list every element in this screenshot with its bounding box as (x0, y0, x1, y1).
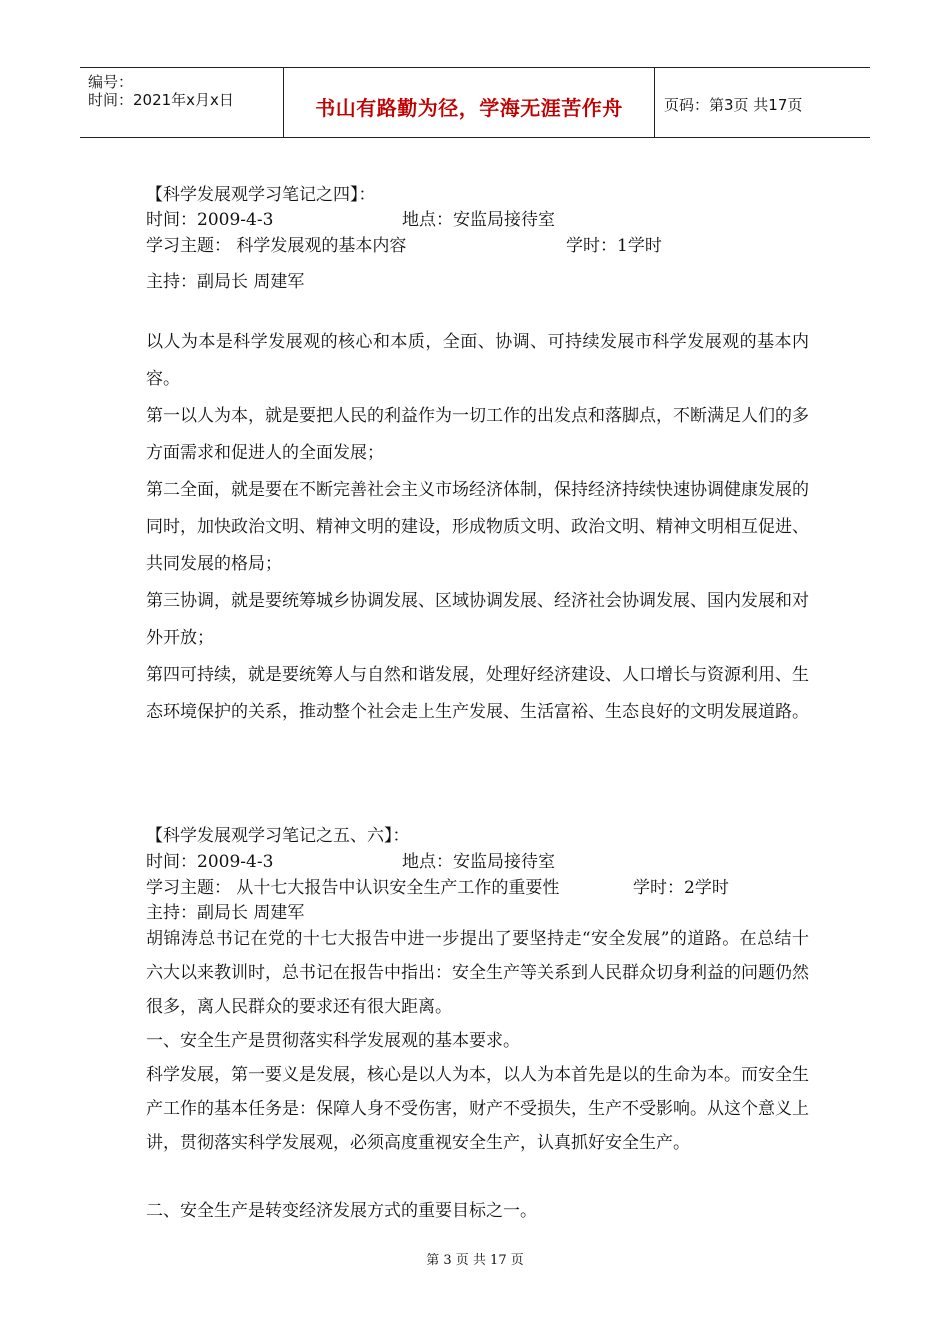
header-motto: 书山有路勤为径，学海无涯苦作舟 (315, 96, 623, 120)
paragraph: 第一以人为本，就是要把人民的利益作为一切工作的出发点和落脚点，不断满足人们的多方面需求和促进人的全面发展； (146, 406, 809, 463)
note-time: 时间：2009-4-3 (146, 852, 274, 872)
paragraph: 胡锦涛总书记在党的十七大报告中进一步提出了要坚持走“安全发展”的道路。在总结十六大以来教训时，总书记在报告中指出：安全生产等关系到人民群众切身利益的问题仍然很多，离人民群众的要求还有很大距离。 (146, 929, 809, 1017)
note-time: 时间：2009-4-3 (146, 210, 274, 230)
note-place: 地点：安监局接待室 (402, 852, 555, 872)
paragraph: 第三协调，就是要统筹城乡协调发展、区域协调发展、经济社会协调发展、国内发展和对外开放； (146, 591, 809, 648)
note-host: 主持：副局长 周建军 (146, 903, 305, 923)
header-divider (283, 68, 284, 137)
note-host: 主持：副局长 周建军 (146, 272, 305, 292)
note-hours: 学时：1学时 (566, 236, 662, 256)
header-divider (654, 68, 655, 137)
document-number-label: 编号： (88, 73, 134, 91)
note-topic: 学习主题： 从十七大报告中认识安全生产工作的重要性 (146, 878, 560, 898)
paragraph: 第二全面，就是要在不断完善社会主义市场经济体制，保持经济持续快速协调健康发展的同时，加快政治文明、精神文明的建设，形成物质文明、政治文明、精神文明相互促进、共同发展的格局； (146, 480, 809, 574)
document-date: 时间：2021年x月x日 (88, 91, 234, 109)
note-title: 【科学发展观学习笔记之四】： (146, 185, 376, 205)
note-hours: 学时：2学时 (633, 878, 729, 898)
page-header (80, 67, 870, 138)
note-place: 地点：安监局接待室 (402, 210, 555, 230)
note-topic: 学习主题： 科学发展观的基本内容 (146, 236, 407, 256)
paragraph: 科学发展，第一要义是发展，核心是以人为本，以人为本首先是以的生命为本。而安全生产工作的基本任务是：保障人身不受伤害，财产不受损失，生产不受影响。从这个意义上讲，贯彻落实科学发展观，必须高度重视安全生产，认真抓好安全生产。 (146, 1065, 809, 1153)
note-title: 【科学发展观学习笔记之五、六】： (146, 826, 410, 846)
paragraph: 第四可持续，就是要统筹人与自然和谐发展，处理好经济建设、人口增长与资源利用、生态环境保护的关系，推动整个社会走上生产发展、生活富裕、生态良好的文明发展道路。 (146, 665, 809, 722)
paragraph: 二、安全生产是转变经济发展方式的重要目标之一。 (146, 1201, 537, 1221)
page-info: 页码：第3页 共17页 (664, 96, 803, 114)
paragraph: 一、安全生产是贯彻落实科学发展观的基本要求。 (146, 1031, 520, 1051)
page-footer: 第 3 页 共 17 页 (426, 1253, 524, 1268)
paragraph: 以人为本是科学发展观的核心和本质，全面、协调、可持续发展市科学发展观的基本内容。 (146, 332, 809, 389)
